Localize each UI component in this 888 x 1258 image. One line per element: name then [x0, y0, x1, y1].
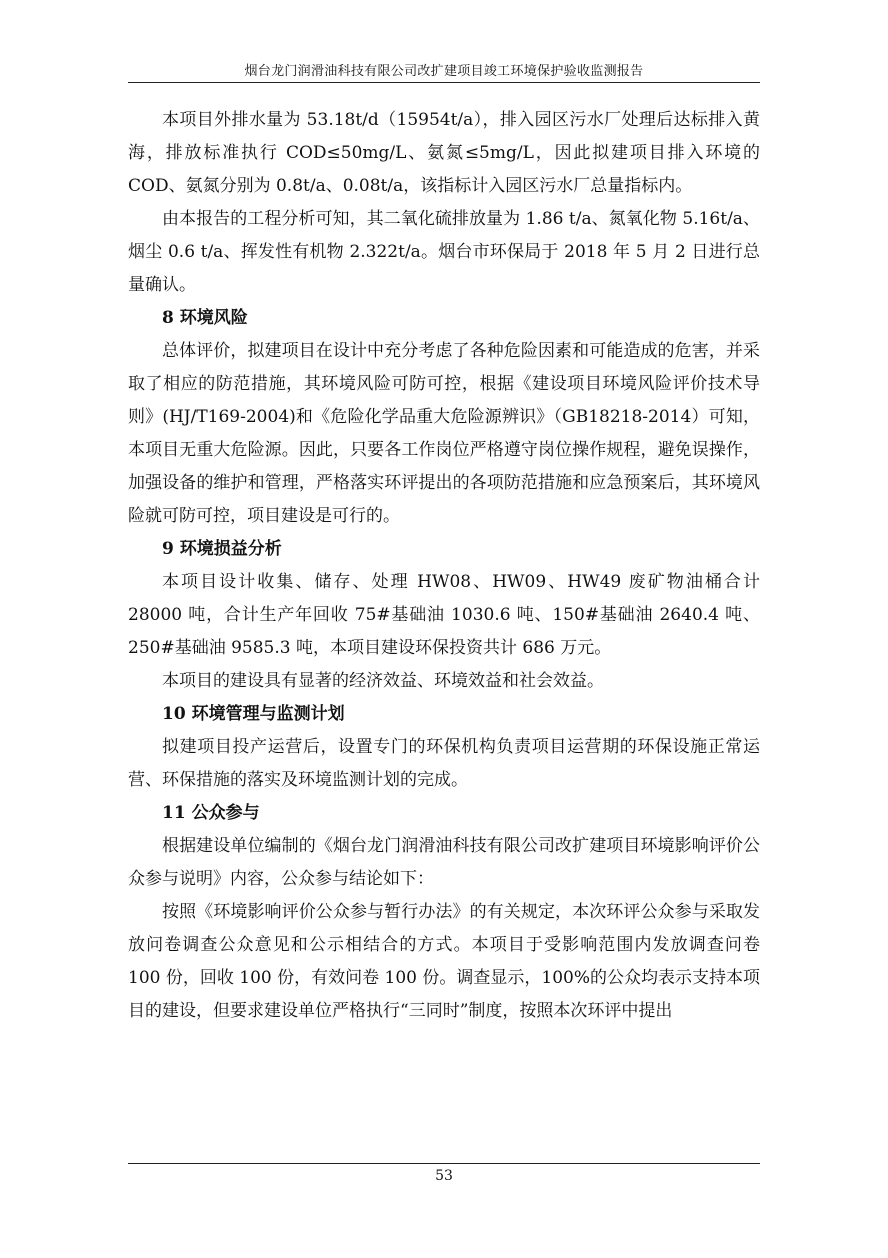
paragraph-capacity: 本项目设计收集、储存、处理 HW08、HW09、HW49 废矿物油桶合计 28000 吨，合计生产年回收 75#基础油 1030.6 吨、150#基础油 2640.4 吨、250#基础油 9585.3 吨，本项目建设环保投资共计 686 万元。 [128, 572, 760, 658]
page-header: 烟台龙门润滑油科技有限公司改扩建项目竣工环境保护验收监测报告 [244, 64, 644, 79]
paragraph-benefits: 本项目的建设具有显著的经济效益、环境效益和社会效益。 [162, 671, 604, 691]
heading-management-plan: 10 环境管理与监测计划 [162, 704, 345, 724]
paragraph-management: 拟建项目投产运营后，设置专门的环保机构负责项目运营期的环保设施正常运营、环保措施的落实及环境监测计划的完成。 [128, 737, 760, 790]
heading-cost-benefit: 9 环境损益分析 [162, 539, 282, 559]
body-text [128, 104, 760, 1028]
paragraph-risk-evaluation: 总体评价，拟建项目在设计中充分考虑了各种危险因素和可能造成的危害，并采取了相应的防范措施，其环境风险可防可控，根据《建设项目环境风险评价技术导则》(HJ/T169-2004)和《危险化学品重大危险源辨识》（GB18218-2014）可知，本项目无重大危险源。因此，只要各工作岗位严格遵守岗位操作规程，避免误操作，加强设备的维护和管理，严格落实环评提出的各项防范措施和应急预案后，其环境风险就可防可控，项目建设是可行的。 [128, 341, 760, 526]
paragraph-participation-intro: 根据建设单位编制的《烟台龙门润滑油科技有限公司改扩建项目环境影响评价公众参与说明》内容，公众参与结论如下： [128, 836, 760, 889]
footer-rule [128, 1163, 760, 1164]
heading-environmental-risk: 8 环境风险 [162, 308, 248, 328]
heading-public-participation: 11 公众参与 [162, 803, 260, 823]
paragraph-emissions: 由本报告的工程分析可知，其二氧化硫排放量为 1.86 t/a、氮氧化物 5.16t/a、烟尘 0.6 t/a、挥发性有机物 2.322t/a。烟台市环保局于 2018 年 5 月 2 日进行总量确认。 [128, 209, 760, 295]
paragraph-survey: 按照《环境影响评价公众参与暂行办法》的有关规定，本次环评公众参与采取发放问卷调查公众意见和公示相结合的方式。本项目于受影响范围内发放调查问卷 100 份，回收 100 份，有效问卷 100 份。调查显示，100%的公众均表示支持本项目的建设，但要求建设单位严格执行“三同时”制度，按照本次环评中提出 [128, 902, 760, 1021]
page-number: 53 [435, 1168, 453, 1184]
paragraph-wastewater: 本项目外排水量为 53.18t/d（15954t/a），排入园区污水厂处理后达标排入黄海，排放标准执行 COD≤50mg/L、氨氮≤5mg/L，因此拟建项目排入环境的 COD、氨氮分别为 0.8t/a、0.08t/a，该指标计入园区污水厂总量指标内。 [128, 110, 760, 196]
header-rule [128, 82, 760, 83]
